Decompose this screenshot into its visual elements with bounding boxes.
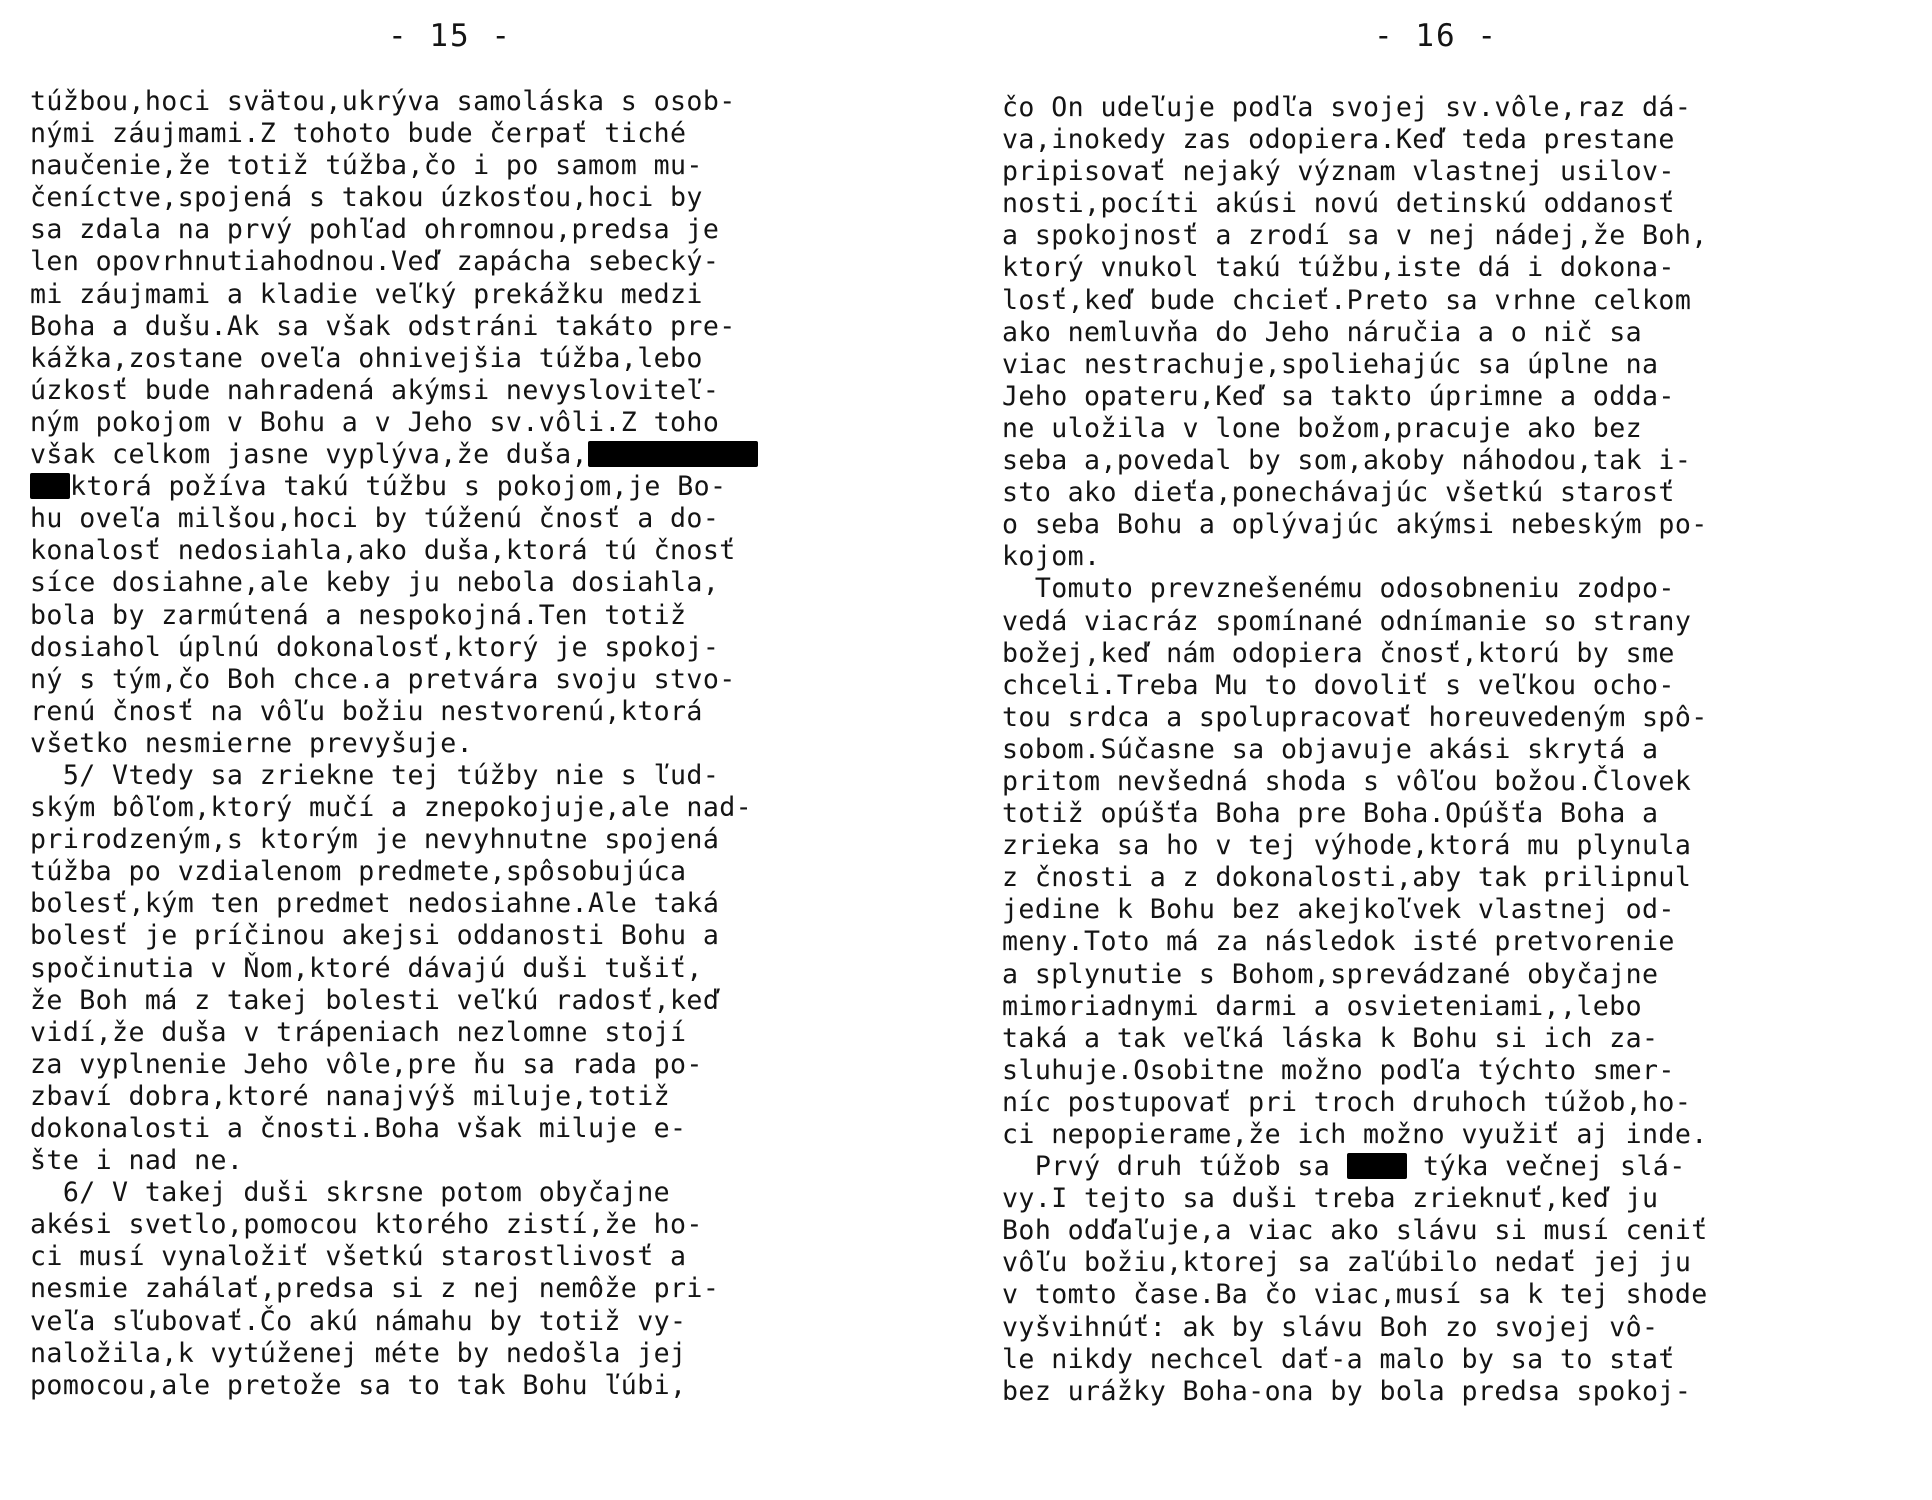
text-line: Boha a dušu.Ak sa však odstráni takáto pre-: [30, 310, 736, 342]
text-line: Tomuto prevznešenému odosobneniu zodpo-: [1002, 573, 1675, 605]
text-line: bolesť,kým ten predmet nedosiahne.Ale taká: [30, 888, 720, 920]
text-line: a splynutie s Bohom,sprevádzané obyčajne: [1002, 958, 1659, 990]
text-line: nesmie zahálať,predsa si z nej nemôže pri-: [30, 1273, 720, 1305]
text-line: naložila,k vytúženej méte by nedošla jej: [30, 1337, 687, 1369]
text-line: spočinutia v Ňom,ktoré dávajú duši tušiť,: [30, 952, 703, 984]
text-line: 5/ Vtedy sa zriekne tej túžby nie s ľud-: [30, 759, 720, 791]
text-line: hu oveľa milšou,hoci by túženú čnosť a do-: [30, 503, 720, 535]
text-line: ne uložila v lone božom,pracuje ako bez: [1002, 412, 1643, 444]
text-line: vôľu božiu,ktorej sa zaľúbilo nedať jej ju: [1002, 1247, 1692, 1279]
text-line: Prvý druh túžob sa týka večnej slá-: [1002, 1151, 1686, 1183]
text-line: naučenie,že totiž túžba,čo i po samom mu-: [30, 150, 703, 182]
page-number-left: - 15 -: [388, 18, 512, 54]
left-page-text: [30, 86, 758, 1402]
text-line: zrieka sa ho v tej výhode,ktorá mu plynula: [1002, 830, 1692, 862]
text-line: sobom.Súčasne sa objavuje akási skrytá a: [1002, 733, 1659, 765]
text-line: zbaví dobra,ktoré nanajvýš miluje,totiž: [30, 1080, 671, 1112]
text-line: sa zdala na prvý pohľad ohromnou,predsa je: [30, 214, 720, 246]
redaction-bar: [588, 441, 758, 467]
text-line: losť,keď bude chcieť.Preto sa vrhne celkom: [1002, 284, 1692, 316]
text-line: sluhuje.Osobitne možno podľa týchto smer-: [1002, 1054, 1675, 1086]
text-line: ktorý vnukol takú túžbu,iste dá i dokona-: [1002, 252, 1675, 284]
text-line: Boh odďaľuje,a viac ako slávu si musí ceniť: [1002, 1215, 1708, 1247]
text-line: šte i nad ne.: [30, 1145, 244, 1177]
text-line: o seba Bohu a oplývajúc akýmsi nebeským po-: [1002, 509, 1708, 541]
text-line: taká a tak veľká láska k Bohu si ich za-: [1002, 1022, 1659, 1054]
text-line: bola by zarmútená a nespokojná.Ten totiž: [30, 599, 687, 631]
text-line: ako nemluvňa do Jeho náručia a o nič sa: [1002, 316, 1643, 348]
text-line: všetko nesmierne prevyšuje.: [30, 727, 474, 759]
text-line: božej,keď nám odopiera čnosť,ktorú by sme: [1002, 637, 1675, 669]
text-line: túžbou,hoci svätou,ukrýva samoláska s osob-: [30, 86, 736, 117]
text-line: nosti,pocíti akúsi novú detinskú oddanosť: [1002, 188, 1675, 220]
text-line: prirodzeným,s ktorým je nevyhnutne spojená: [30, 824, 720, 856]
redaction-bar: [30, 473, 70, 499]
text-line: ný s tým,čo Boh chce.a pretvára svoju stvo-: [30, 663, 736, 695]
text-line: totiž opúšťa Boha pre Boha.Opúšťa Boha a: [1002, 798, 1659, 830]
text-line: a spokojnosť a zrodí sa v nej nádej,že Boh,: [1002, 220, 1708, 252]
text-line: vy.I tejto sa duši treba zrieknuť,keď ju: [1002, 1183, 1659, 1215]
text-line: vyšvihnúť: ak by slávu Boh zo svojej vô-: [1002, 1311, 1659, 1343]
text-line: za vyplnenie Jeho vôle,pre ňu sa rada po-: [30, 1048, 703, 1080]
text-line: síce dosiahne,ale keby ju nebola dosiahla,: [30, 567, 720, 599]
text-line: chceli.Treba Mu to dovoliť s veľkou ocho-: [1002, 669, 1675, 701]
text-line: va,inokedy zas odopiera.Keď teda prestane: [1002, 124, 1675, 156]
text-line: viac nestrachuje,spoliehajúc sa úplne na: [1002, 348, 1659, 380]
text-line: akési svetlo,pomocou ktorého zistí,že ho-: [30, 1209, 703, 1241]
text-line: níc postupovať pri troch druhoch túžob,ho-: [1002, 1086, 1692, 1118]
text-line: meny.Toto má za následok isté pretvorenie: [1002, 926, 1675, 958]
text-line: že Boh má z takej bolesti veľkú radosť,keď: [30, 984, 720, 1016]
text-line: vidí,že duša v trápeniach nezlomne stojí: [30, 1016, 687, 1048]
text-line: úzkosť bude nahradená akýmsi nevysloviteľ-: [30, 374, 720, 406]
text-line: ným pokojom v Bohu a v Jeho sv.vôli.Z toho: [30, 406, 720, 438]
text-line: bez urážky Boha-ona by bola predsa spokoj-: [1002, 1375, 1692, 1407]
text-line: v tomto čase.Ba čo viac,musí sa k tej shode: [1002, 1279, 1708, 1311]
right-page: [966, 0, 1932, 1500]
page-number-right: - 16 -: [1374, 18, 1498, 54]
text-line: ci nepopierame,že ich možno využiť aj inde.: [1002, 1119, 1708, 1150]
text-line: ktorá požíva takú túžbu s pokojom,je Bo-: [30, 471, 758, 503]
text-line: konalosť nedosiahla,ako duša,ktorá tú čnosť: [30, 535, 736, 567]
text-line: pripisovať nejaký význam vlastnej usilov-: [1002, 156, 1675, 188]
text-line: ci musí vynaložiť všetkú starostlivosť a: [30, 1241, 687, 1273]
text-line: z čnosti a z dokonalosti,aby tak prilipnul: [1002, 862, 1692, 894]
text-line: pomocou,ale pretože sa to tak Bohu ľúbi,: [30, 1369, 687, 1401]
text-line: seba a,povedal by som,akoby náhodou,tak i-: [1002, 445, 1692, 477]
text-line: tou srdca a spolupracovať horeuvedeným spô-: [1002, 701, 1708, 733]
text-line: jedine k Bohu bez akejkoľvek vlastnej od-: [1002, 894, 1675, 926]
text-line: mi záujmami a kladie veľký prekážku medzi: [30, 278, 703, 310]
text-line: túžba po vzdialenom predmete,spôsobujúca: [30, 856, 687, 888]
text-line: čeníctve,spojená s takou úzkosťou,hoci by: [30, 182, 703, 214]
text-line: čo On udeľuje podľa svojej sv.vôle,raz dá-: [1002, 92, 1692, 123]
text-line: kážka,zostane oveľa ohnivejšia túžba,lebo: [30, 342, 703, 374]
text-line: le nikdy nechcel dať-a malo by sa to stať: [1002, 1343, 1675, 1375]
text-line: sto ako dieťa,ponechávajúc všetkú starosť: [1002, 477, 1675, 509]
text-line: veľa sľubovať.Čo akú námahu by totiž vy-: [30, 1305, 687, 1337]
right-page-text: [1002, 92, 1708, 1408]
text-line: Jeho opateru,Keď sa takto úprimne a odda-: [1002, 380, 1675, 412]
text-line: pritom nevšedná shoda s vôľou božou.Človek: [1002, 765, 1692, 797]
text-line: vedá viacráz spomínané odnímanie so strany: [1002, 605, 1692, 637]
text-line: kojom.: [1002, 541, 1101, 573]
text-line: 6/ V takej duši skrsne potom obyčajne: [30, 1177, 671, 1209]
text-line: ským bôľom,ktorý mučí a znepokojuje,ale nad-: [30, 792, 753, 824]
redaction-bar: [1347, 1153, 1407, 1179]
text-line: bolesť je príčinou akejsi oddanosti Bohu a: [30, 920, 720, 952]
text-line: nými záujmami.Z tohoto bude čerpať tiché: [30, 118, 687, 150]
text-line: renú čnosť na vôľu božiu nestvorenú,ktorá: [30, 695, 703, 727]
text-line: mimoriadnymi darmi a osvieteniami,,lebo: [1002, 990, 1643, 1022]
text-line: dokonalosti a čnosti.Boha však miluje e-: [30, 1113, 687, 1144]
text-line: dosiahol úplnú dokonalosť,ktorý je spokoj-: [30, 631, 720, 663]
text-line: však celkom jasne vyplýva,že duša,: [30, 439, 758, 471]
text-line: len opovrhnutiahodnou.Veď zapácha sebecký-: [30, 246, 720, 278]
